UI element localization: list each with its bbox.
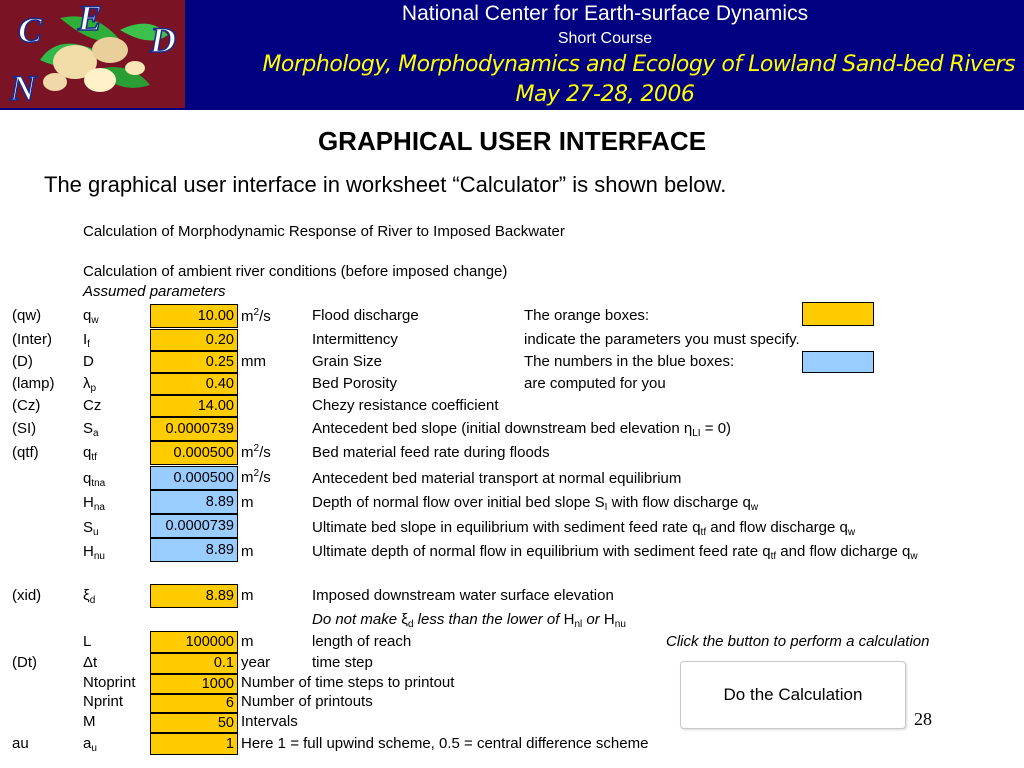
row-code-inter: (Inter) — [12, 331, 53, 348]
desc-hna: Depth of normal flow over initial bed slope $S_I$ with flow discharge $q_w$ — [312, 494, 759, 513]
row-symbol-dt: Δt — [83, 654, 98, 671]
xid-warning: Do not make $\xi_d$ less than the lower of $H_{nl}$ or $H_{nu}$ — [312, 611, 626, 630]
desc-hnu: Ultimate depth of normal flow in equilibrium with sediment feed rate $q_{tf}$ and flow dicharge $q_w$ — [312, 543, 918, 562]
row-symbol-qtf: $q_{tf}$ — [83, 444, 97, 463]
desc-d: Grain Size — [312, 353, 383, 370]
row-symbol-au: $a_u$ — [83, 735, 97, 754]
input-reach-length[interactable]: 100000 — [150, 631, 238, 653]
row-symbol-xid: $\xi_d$ — [83, 587, 96, 606]
desc-au: Here 1 = full upwind scheme, 0.5 = central difference scheme — [241, 735, 649, 752]
row-symbol-cz: Cz — [83, 397, 102, 414]
unit-l: m — [241, 633, 254, 650]
row-code-dt: (Dt) — [12, 654, 37, 671]
input-chezy[interactable]: 14.00 — [150, 395, 238, 417]
row-symbol-qtna: $q_{tna}$ — [83, 470, 106, 489]
desc-xid: Imposed downstream water surface elevation — [312, 587, 614, 604]
legend-blue-label: The numbers in the blue boxes: — [524, 353, 735, 370]
desc-si: Antecedent bed slope (initial downstream bed elevation $\eta_{LI} = 0$) — [312, 420, 732, 439]
desc-l: length of reach — [312, 633, 412, 650]
desc-dt: time step — [312, 654, 373, 671]
row-code-qw: (qw) — [12, 307, 42, 324]
row-code-qtf: (qtf) — [12, 444, 39, 461]
input-time-step[interactable]: 0.1 — [150, 653, 238, 674]
input-qw[interactable]: 10.00 — [150, 304, 238, 328]
output-su: 0.0000739 — [150, 514, 238, 538]
logo-letter-d: D — [150, 20, 176, 60]
row-code-lamp: (lamp) — [12, 375, 55, 392]
row-code-au: au — [12, 735, 29, 752]
input-xid[interactable]: 8.89 — [150, 584, 238, 608]
slide-title: GRAPHICAL USER INTERFACE — [317, 126, 707, 156]
course-dates: May 27-28, 2006 — [515, 82, 695, 107]
org-name: National Center for Earth-surface Dynamics — [401, 2, 809, 25]
legend-blue-swatch — [802, 351, 874, 373]
row-symbol-hna: $H_{na}$ — [83, 494, 105, 513]
row-symbol-hnu: $H_{nu}$ — [83, 543, 105, 562]
header-divider — [0, 110, 1024, 113]
output-hna: 8.89 — [150, 490, 238, 514]
row-symbol-si: $S_a$ — [83, 420, 99, 439]
legend-orange-swatch — [802, 302, 874, 326]
row-symbol-m: M — [83, 713, 96, 730]
unit-qtna: $m^2/s$ — [241, 468, 271, 486]
output-hnu: 8.89 — [150, 538, 238, 562]
row-code-d: (D) — [12, 353, 33, 370]
row-symbol-d: D — [83, 353, 94, 370]
input-grain-size[interactable]: 0.25 — [150, 351, 238, 373]
desc-ntoprint: Number of time steps to printout — [241, 674, 455, 691]
row-symbol-l: L — [83, 633, 92, 650]
unit-xid: m — [241, 587, 254, 604]
sheet-heading: Calculation of Morphodynamic Response of River to Imposed Backwater — [83, 223, 565, 240]
ambient-heading: Calculation of ambient river conditions (before imposed change) — [83, 263, 508, 280]
course-title: Morphology, Morphodynamics and Ecology of Lowland Sand-bed Rivers — [262, 52, 1015, 77]
unit-qtf: $m^2/s$ — [241, 443, 271, 461]
input-feed-rate[interactable]: 0.000500 — [150, 441, 238, 465]
row-code-xid: (xid) — [12, 587, 42, 604]
input-au[interactable]: 1 — [150, 733, 238, 755]
unit-d: mm — [241, 353, 266, 370]
output-qtna: 0.000500 — [150, 466, 238, 490]
header-subtitle: Short Course — [557, 30, 653, 47]
unit-dt: year — [241, 654, 271, 671]
row-code-si: (SI) — [12, 420, 37, 437]
slide-intro: The graphical user interface in worksheet “Calculator” is shown below. — [44, 172, 727, 197]
input-porosity[interactable]: 0.40 — [150, 373, 238, 395]
desc-qtf: Bed material feed rate during floods — [312, 444, 550, 461]
input-antecedent-slope[interactable]: 0.0000739 — [150, 417, 238, 441]
logo-letter-n: N — [10, 68, 36, 108]
unit-hnu: m — [241, 543, 254, 560]
desc-qw: Flood discharge — [312, 307, 419, 324]
slide-header — [0, 0, 1024, 110]
desc-lamp: Bed Porosity — [312, 375, 398, 392]
row-symbol-qw: $q_w$ — [83, 307, 99, 326]
row-code-cz: (Cz) — [12, 397, 41, 414]
logo-letter-e: E — [78, 0, 103, 38]
unit-qw: $m^2/s$ — [241, 307, 271, 325]
desc-su: Ultimate bed slope in equilibrium with sediment feed rate $q_{tf}$ and flow discharge $q_w$ — [312, 519, 856, 538]
desc-nprint: Number of printouts — [241, 693, 373, 710]
input-ntoprint[interactable]: 1000 — [150, 674, 238, 694]
click-hint: Click the button to perform a calculation — [666, 633, 930, 650]
unit-hna: m — [241, 494, 254, 511]
assumed-parameters-label: Assumed parameters — [83, 283, 226, 300]
do-calculation-button[interactable]: Do the Calculation — [680, 661, 906, 729]
legend-orange-desc: indicate the parameters you must specify. — [524, 331, 800, 348]
desc-m: Intervals — [241, 713, 298, 730]
desc-qtna: Antecedent bed material transport at normal equilibrium — [312, 470, 682, 487]
logo-letter-c: C — [18, 10, 43, 50]
row-symbol-nprint: Nprint — [83, 693, 124, 710]
desc-cz: Chezy resistance coefficient — [312, 397, 499, 414]
legend-orange-label: The orange boxes: — [524, 307, 650, 324]
input-intermittency[interactable]: 0.20 — [150, 329, 238, 351]
row-symbol-ntoprint: Ntoprint — [83, 674, 136, 691]
row-symbol-su: $S_u$ — [83, 519, 99, 538]
row-symbol-lamp: $\lambda_p$ — [83, 375, 97, 394]
row-symbol-inter: $I_f$ — [83, 331, 90, 350]
page-number: 28 — [914, 709, 932, 729]
input-intervals[interactable]: 50 — [150, 713, 238, 733]
legend-blue-desc: are computed for you — [524, 375, 666, 392]
input-nprint[interactable]: 6 — [150, 694, 238, 713]
desc-inter: Intermittency — [312, 331, 398, 348]
nced-logo — [0, 0, 185, 108]
